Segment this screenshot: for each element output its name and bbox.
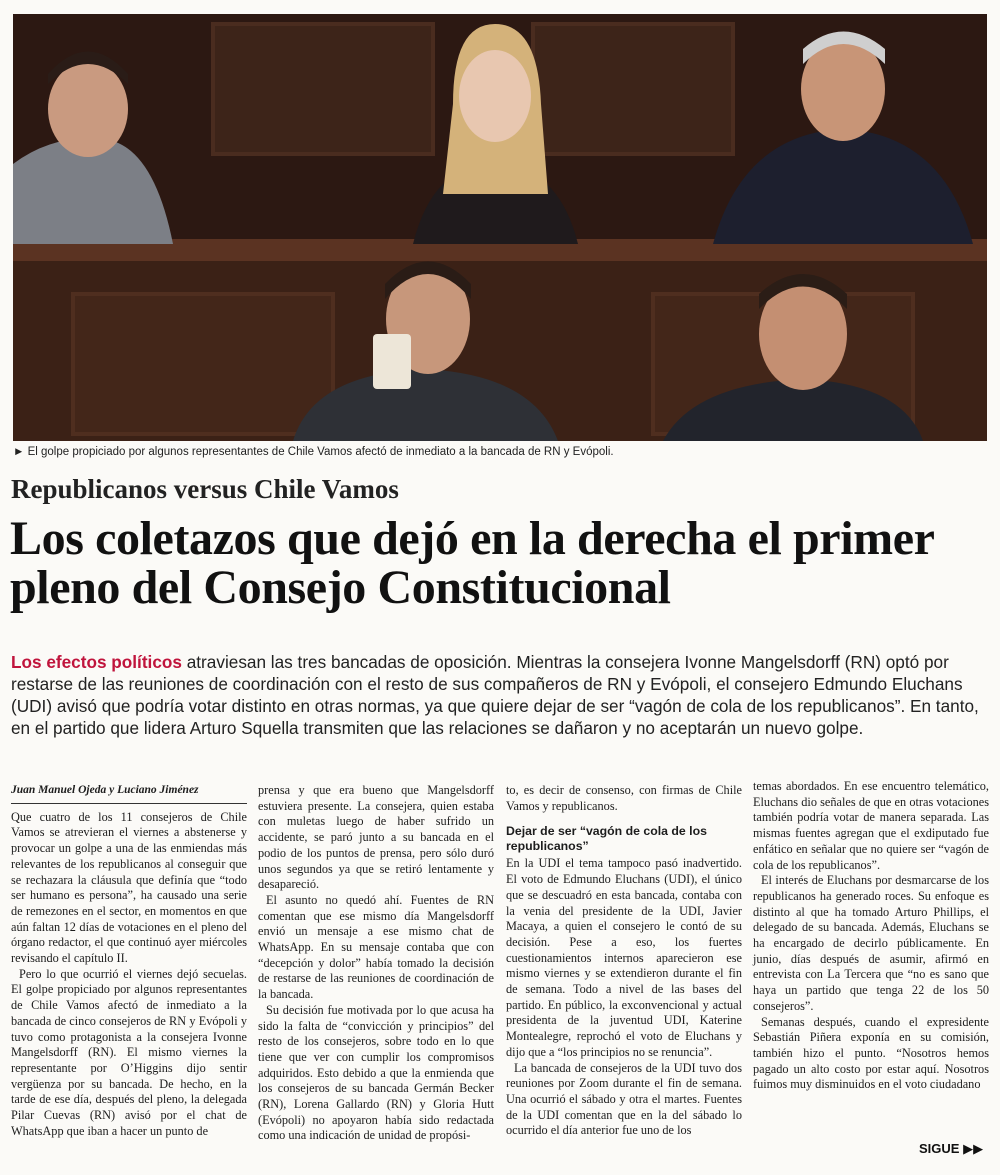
column-4 (753, 779, 989, 1093)
lede-lead-in: Los efectos políticos (11, 652, 182, 672)
paragraph: Su decisión fue motivada por lo que acusa ha sido la falta de “convicción y principios” del resto de los consejeros, sobre todo en lo que tiene que ver con cumplir los compromisos adquiridos. Esto debido a que la enmienda que los consejeros de su bancada Germán Becker (RN), Lorena Gallardo (RN) y Gloria Hutt (Evópoli) no apoyaron había sido redactada como una indicación de unidad de propósi- (258, 1002, 494, 1143)
paragraph: Semanas después, cuando el expresidente Sebastián Piñera exponía en su comisión, también hizo el punto. “Nosotros hemos pagado un alto costo por estar aquí. Nosotros fuimos muy disminuidos en el voto ciudadano (753, 1014, 989, 1092)
section-subhead: Dejar de ser “vagón de cola de los republicanos” (506, 824, 707, 854)
paragraph: En la UDI el tema tampoco pasó inadvertido. El voto de Edmundo Eluchans (UDI), el único que se descuadró en esta bancada, contaba con la venia del presidente de la UDI, Javier Macaya, a quien el consejero le contó de su decisión. Pese a eso, los fuertes cuestionamientos internos aparecieron ese mismo viernes y se extendieron durante el fin de semana. Todo a nivel de las bases del partido. En público, la exconvencional y actual presidenta de la juventud UDI, Katerine Montealegre, reprochó el voto de Eluchans y dijo que a “los principios no se renuncia”. (506, 856, 742, 1059)
column-1 (11, 783, 247, 1139)
lede (11, 651, 986, 739)
byline: Juan Manuel Ojeda y Luciano Jiménez (11, 783, 247, 804)
paragraph: temas abordados. En ese encuentro telemático, Eluchans dio señales de que en otras votaciones también podría votar de manera separada. Las mismas fuentes agregan que el exdiputado fue enfático en señalar que no quiere ser “vagón de cola de los republicanos”. (753, 779, 989, 872)
lede-text: atraviesan las tres bancadas de oposición. Mientras la consejera Ivonne Mangelsdorff (RN) optó por restarse de las reuniones de coordinación con el resto de sus compañeros de RN y Evópoli, el consejero Edmundo Eluchans (UDI) avisó que podría votar distinto en otras normas, ya que quiere dejar de ser “vagón de cola de los republicanos”. En tanto, en el partido que lidera Arturo Squella transmiten que las relaciones se dañaron y no aceptarán un nuevo golpe. (11, 652, 979, 738)
paragraph: Que cuatro de los 11 consejeros de Chile Vamos se atrevieran el viernes a abstenerse y provocar un golpe a una de las enmiendas más relevantes de los republicanos al conseguir que se rechazara la cláusula que definía que “todo ser humano es persona”, ha causado una serie de remezones en el sector, en momentos en que aún faltan 12 días de votaciones en el pleno del órgano redactor, el que continuó ayer miércoles revisando el capítulo II. (11, 809, 247, 966)
news-photo (13, 14, 987, 441)
paragraph: El asunto no quedó ahí. Fuentes de RN comentan que ese mismo día Mangelsdorff envió un mensaje a ese mismo chat de WhatsApp. En su mensaje contaba que con “decepción y dolor” había tomado la decisión de restarse de las reuniones de coordinación de la bancada. (258, 892, 494, 1002)
photo-caption: ► El golpe propiciado por algunos representantes de Chile Vamos afectó de inmediato a la bancada de RN y Evópoli. (13, 446, 614, 458)
continued-marker: SIGUE ▶▶ (919, 1141, 984, 1156)
column-3 (506, 783, 742, 1139)
paragraph: prensa y que era bueno que Mangelsdorff estuviera presente. La consejera, quien estaba con muletas luego de haber sufrido un accidente, se paró junto a su bancada en el podio de los puntos de prensa, pero sólo duró unos segundos ya que se retiró lentamente y desapareció. (258, 783, 494, 892)
kicker: Republicanos versus Chile Vamos (11, 474, 399, 504)
column-2 (258, 783, 494, 1144)
paragraph: La bancada de consejeros de la UDI tuvo dos reuniones por Zoom durante el fin de semana. Una ocurrió el sábado y otra el martes. Fuentes de la UDI comentan que en la del sábado lo ocurrido el día anterior fue uno de los (506, 1060, 742, 1138)
photo-illustration (13, 14, 987, 441)
paragraph: El interés de Eluchans por desmarcarse de los republicanos ha generado roces. Su enfoque es distinto al que ha tomado Arturo Phillips, el delegado de su bancada. Además, Eluchans se ha encargado de decirlo públicamente. En junio, días después de asumir, afirmó en entrevista con La Tercera que “no es sano que haya un partido que tenga 22 de los 50 consejeros”. (753, 873, 989, 1013)
paragraph: Pero lo que ocurrió el viernes dejó secuelas. El golpe propiciado por algunos representantes de Chile Vamos afectó de inmediato a la bancada de cinco consejeros de RN y Evópoli y tuvo como protagonista a la consejera Ivonne Mangelsdorff (RN). El mismo viernes la representante por O’Higgins dijo sentir vergüenza por su bancada. De hecho, en la tarde de ese día, después del pleno, la delegada Pilar Cuevas (RN) avisó por el chat de WhatsApp que iban a hacer un punto de (11, 966, 247, 1138)
paragraph: to, es decir de consenso, con firmas de Chile Vamos y republicanos. (506, 783, 742, 813)
headline: Los coletazos que dejó en la derecha el primer pleno del Consejo Constitucional (10, 512, 934, 614)
